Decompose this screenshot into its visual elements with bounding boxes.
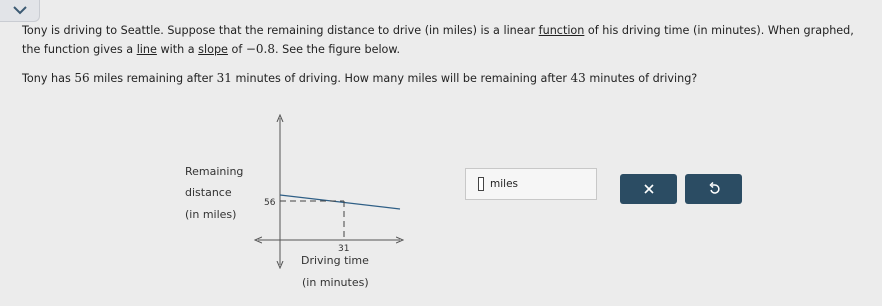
answer-area bbox=[465, 168, 597, 200]
problem-text: Tony has bbox=[22, 72, 75, 85]
problem-text: of his driving time (in minutes). When graphed, the function gives a bbox=[22, 24, 854, 56]
y-tick-label: 56 bbox=[264, 198, 276, 208]
problem-text: Tony is driving to Seattle. Suppose that the remaining distance to drive (in miles) is a linear bbox=[22, 24, 539, 37]
x-icon bbox=[643, 183, 655, 195]
problem-text: of bbox=[227, 43, 246, 56]
x-axis-label-line1: Driving time bbox=[301, 254, 369, 267]
problem-paragraph-2 bbox=[22, 69, 872, 88]
chevron-down-icon bbox=[13, 6, 27, 15]
problem-paragraph-1 bbox=[22, 21, 872, 59]
undo-button[interactable] bbox=[685, 174, 742, 204]
minutes-value: 31 bbox=[216, 71, 232, 85]
problem-text: with a bbox=[156, 43, 199, 56]
y-axis-label-line3: (in miles) bbox=[185, 208, 237, 221]
line-link[interactable]: line bbox=[136, 43, 157, 56]
x-axis-label-line2: (in minutes) bbox=[302, 276, 369, 289]
y-axis-label-line2: distance bbox=[185, 186, 232, 199]
slope-link[interactable]: slope bbox=[198, 43, 228, 56]
problem-text: miles remaining after bbox=[89, 72, 217, 85]
slope-value: −0.8 bbox=[245, 42, 275, 56]
answer-input[interactable] bbox=[478, 177, 484, 191]
x-tick-label: 31 bbox=[338, 244, 350, 254]
function-link[interactable]: function bbox=[538, 24, 585, 37]
clear-button[interactable] bbox=[620, 174, 677, 204]
problem-text: minutes of driving. How many miles will be remaining after bbox=[231, 72, 571, 85]
target-minutes-value: 43 bbox=[570, 71, 586, 85]
problem-statement bbox=[22, 21, 872, 88]
miles-value: 56 bbox=[74, 71, 90, 85]
problem-text: minutes of driving? bbox=[585, 72, 698, 85]
distance-time-graph bbox=[170, 110, 420, 300]
answer-unit: miles bbox=[490, 178, 518, 190]
y-axis-label-line1: Remaining bbox=[185, 165, 244, 178]
collapse-toggle-button[interactable] bbox=[0, 0, 40, 22]
problem-text: . See the figure below. bbox=[274, 43, 401, 56]
function-line bbox=[280, 195, 400, 209]
undo-icon bbox=[708, 182, 720, 196]
